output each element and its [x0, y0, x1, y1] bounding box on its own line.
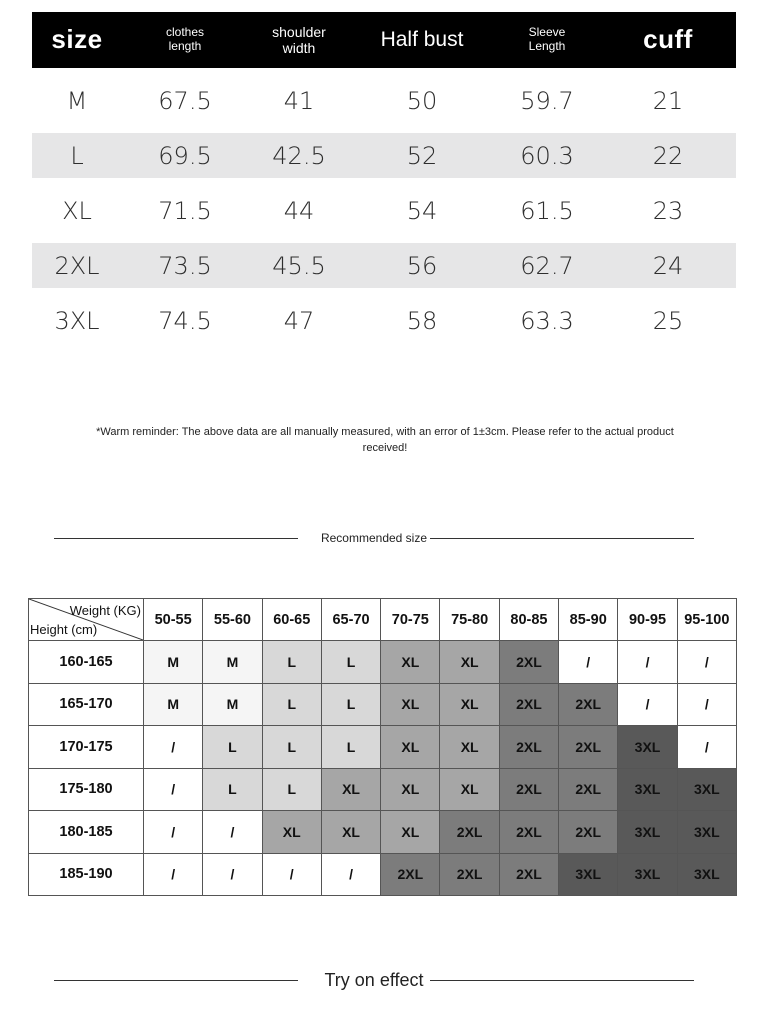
recommended-size-cell: 2XL	[499, 726, 558, 769]
recommended-size-cell: XL	[440, 641, 499, 684]
weight-range-header: 75-80	[440, 599, 499, 641]
size-chart-row	[32, 243, 736, 288]
weight-range-header: 85-90	[559, 599, 618, 641]
recommended-size-cell: XL	[440, 768, 499, 811]
weight-range-header: 55-60	[203, 599, 262, 641]
recommended-size-cell: XL	[440, 683, 499, 726]
recommended-size-cell: M	[144, 641, 203, 684]
recommended-size-cell: /	[203, 853, 262, 896]
height-row	[29, 768, 737, 811]
recommended-size-cell: L	[203, 768, 262, 811]
size-label-cell: 3XL	[54, 306, 100, 335]
measurement-cell: 23	[652, 196, 684, 225]
recommended-size-cell: XL	[381, 641, 440, 684]
recommended-size-cell: L	[262, 768, 321, 811]
weight-range-header: 50-55	[144, 599, 203, 641]
recommended-size-cell: M	[144, 683, 203, 726]
measurement-cell: 61.5	[520, 196, 574, 225]
recommended-size-cell: /	[677, 683, 736, 726]
size-chart-row	[32, 288, 736, 353]
recommended-size-cell: 2XL	[499, 768, 558, 811]
recommended-size-cell: 2XL	[440, 853, 499, 896]
recommended-size-body	[29, 641, 737, 896]
recommended-size-cell: 2XL	[499, 811, 558, 854]
recommended-size-cell: /	[559, 641, 618, 684]
recommended-size-cell: L	[203, 726, 262, 769]
recommended-size-cell: /	[618, 641, 677, 684]
size-chart-header-cell: shoulder width	[272, 23, 326, 56]
measurement-cell: 73.5	[122, 243, 248, 288]
divider-line	[430, 538, 694, 539]
measurement-cell: 59.7	[520, 86, 574, 115]
height-axis-label: Height (cm)	[30, 622, 98, 637]
recommended-size-cell: 2XL	[499, 641, 558, 684]
recommended-size-cell: 3XL	[618, 726, 677, 769]
recommended-size-cell: 3XL	[618, 853, 677, 896]
recommended-size-cell: 3XL	[677, 768, 736, 811]
recommended-size-cell: /	[203, 811, 262, 854]
recommended-size-grid	[28, 598, 737, 896]
weight-header-row	[29, 599, 737, 641]
measurement-cell: 47	[283, 306, 315, 335]
recommended-size-cell: 2XL	[559, 811, 618, 854]
weight-range-header: 65-70	[321, 599, 380, 641]
height-row	[29, 726, 737, 769]
weight-range-header: 80-85	[499, 599, 558, 641]
height-range-label: 170-175	[29, 726, 144, 769]
recommended-size-cell: /	[144, 768, 203, 811]
recommended-size-cell: L	[262, 641, 321, 684]
grid-corner-cell	[29, 599, 144, 641]
height-row	[29, 683, 737, 726]
weight-range-header: 95-100	[677, 599, 736, 641]
measurement-cell: 25	[652, 306, 684, 335]
height-range-label: 165-170	[29, 683, 144, 726]
size-label-cell: L	[32, 133, 122, 178]
weight-range-header: 60-65	[262, 599, 321, 641]
size-chart-row	[32, 133, 736, 178]
size-chart-body	[32, 68, 736, 353]
measurement-cell: 62.7	[494, 243, 600, 288]
measurement-cell: 44	[283, 196, 315, 225]
size-label-cell: 2XL	[32, 243, 122, 288]
recommended-size-cell: 2XL	[499, 853, 558, 896]
recommended-size-cell: /	[262, 853, 321, 896]
recommended-size-cell: XL	[321, 768, 380, 811]
measurement-cell: 24	[600, 243, 736, 288]
recommended-size-cell: XL	[440, 726, 499, 769]
size-chart-header-cell: Half bust	[380, 27, 464, 51]
recommended-size-cell: XL	[262, 811, 321, 854]
try-on-effect-title: Try on effect	[324, 970, 424, 990]
height-row	[29, 811, 737, 854]
recommended-size-cell: /	[144, 811, 203, 854]
divider-line	[430, 980, 694, 981]
recommended-size-cell: 2XL	[381, 853, 440, 896]
recommended-size-cell: /	[618, 683, 677, 726]
recommended-size-cell: 3XL	[677, 811, 736, 854]
size-label-cell: XL	[62, 196, 92, 225]
size-label-cell: M	[66, 86, 88, 115]
measurement-cell: 22	[600, 133, 736, 178]
recommended-size-cell: /	[677, 641, 736, 684]
measurement-cell: 69.5	[122, 133, 248, 178]
recommended-size-cell: XL	[381, 683, 440, 726]
recommended-size-cell: 2XL	[559, 726, 618, 769]
size-chart-table	[32, 12, 736, 353]
size-chart-header-cell: cuff	[643, 24, 693, 55]
measurement-cell: 52	[350, 133, 494, 178]
size-chart-header-cell: clothes length	[165, 25, 205, 53]
recommended-size-cell: 3XL	[618, 768, 677, 811]
recommended-size-cell: 2XL	[499, 683, 558, 726]
measurement-cell: 74.5	[158, 306, 212, 335]
recommended-size-cell: M	[203, 641, 262, 684]
height-range-label: 175-180	[29, 768, 144, 811]
recommended-size-cell: 3XL	[618, 811, 677, 854]
height-range-label: 180-185	[29, 811, 144, 854]
measurement-cell: 71.5	[158, 196, 212, 225]
measurement-cell: 42.5	[248, 133, 350, 178]
recommended-size-cell: /	[144, 726, 203, 769]
recommended-size-cell: /	[144, 853, 203, 896]
warm-reminder-note: *Warm reminder: The above data are all manually measured, with an error of 1±3cm. Please refer to the actual product received!	[96, 426, 674, 454]
measurement-cell: 58	[406, 306, 438, 335]
recommended-size-heading	[54, 528, 694, 548]
recommended-size-cell: /	[677, 726, 736, 769]
measurement-cell: 21	[652, 86, 684, 115]
recommended-size-cell: 2XL	[559, 768, 618, 811]
recommended-size-cell: XL	[381, 768, 440, 811]
recommended-size-cell: 2XL	[559, 683, 618, 726]
recommended-size-cell: 2XL	[440, 811, 499, 854]
weight-range-header: 90-95	[618, 599, 677, 641]
recommended-size-cell: XL	[381, 726, 440, 769]
height-range-label: 185-190	[29, 853, 144, 896]
size-chart-header-cell: Sleeve Length	[528, 25, 566, 53]
measurement-cell: 60.3	[494, 133, 600, 178]
recommended-size-title: Recommended size	[320, 531, 428, 545]
height-row	[29, 853, 737, 896]
size-chart-row	[32, 178, 736, 243]
weight-axis-label: Weight (KG)	[69, 603, 141, 618]
recommended-size-cell: XL	[381, 811, 440, 854]
measurement-cell: 50	[406, 86, 438, 115]
recommended-size-cell: M	[203, 683, 262, 726]
measurement-cell: 63.3	[520, 306, 574, 335]
recommended-size-cell: 3XL	[677, 853, 736, 896]
recommended-size-cell: L	[321, 683, 380, 726]
recommended-size-cell: L	[262, 726, 321, 769]
size-chart-header-row	[32, 12, 736, 68]
measurement-cell: 45.5	[248, 243, 350, 288]
measurement-cell: 56	[350, 243, 494, 288]
recommended-size-cell: L	[262, 683, 321, 726]
recommended-size-cell: 3XL	[559, 853, 618, 896]
try-on-effect-heading	[54, 968, 694, 992]
recommended-size-cell: XL	[321, 811, 380, 854]
measurement-cell: 67.5	[158, 86, 212, 115]
height-range-label: 160-165	[29, 641, 144, 684]
weight-range-header: 70-75	[381, 599, 440, 641]
recommended-size-cell: L	[321, 641, 380, 684]
size-chart-header-cell: size	[51, 24, 103, 55]
measurement-cell: 41	[283, 86, 315, 115]
size-chart-row	[32, 68, 736, 133]
recommended-size-cell: L	[321, 726, 380, 769]
recommended-size-cell: /	[321, 853, 380, 896]
height-row	[29, 641, 737, 684]
measurement-cell: 54	[406, 196, 438, 225]
